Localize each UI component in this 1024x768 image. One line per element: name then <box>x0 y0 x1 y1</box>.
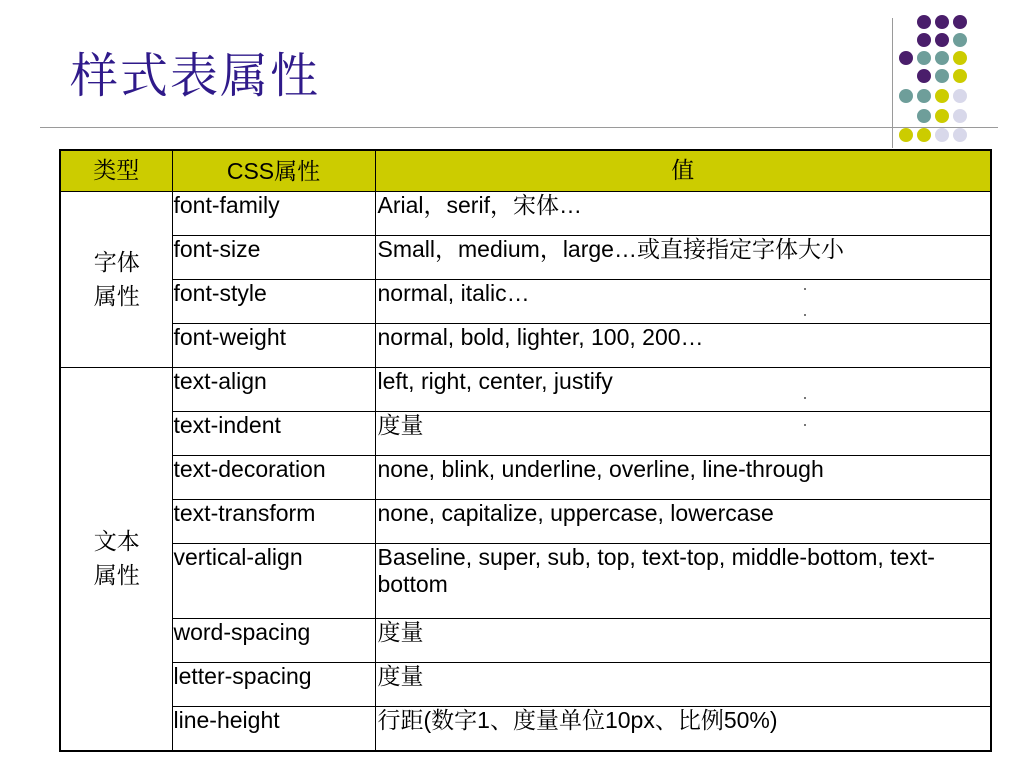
value-cell: Arial，serif，宋体… <box>375 192 991 236</box>
table-row <box>60 280 991 324</box>
decorative-dot <box>899 128 913 142</box>
value-cell: 行距(数字1、度量单位10px、比例50%) <box>375 707 991 752</box>
title-divider-horizontal <box>40 127 998 128</box>
category-font-properties <box>60 192 172 368</box>
value-cell: none, capitalize, uppercase, lowercase <box>375 500 991 544</box>
table-row <box>60 236 991 280</box>
property-cell: font-family <box>172 192 375 236</box>
property-cell: text-indent <box>172 412 375 456</box>
property-cell: letter-spacing <box>172 663 375 707</box>
stray-tick-mark <box>804 424 806 426</box>
property-cell: text-align <box>172 368 375 412</box>
stray-tick-mark <box>804 397 806 399</box>
header-type: 类型 <box>60 150 172 192</box>
value-cell: 度量 <box>375 619 991 663</box>
table-header-row <box>60 150 991 192</box>
decorative-dot <box>917 89 931 103</box>
decorative-dot <box>917 51 931 65</box>
category-text-properties <box>60 368 172 752</box>
table-row <box>60 192 991 236</box>
table-row <box>60 324 991 368</box>
value-cell: 度量 <box>375 412 991 456</box>
decorative-dot <box>953 51 967 65</box>
header-value: 值 <box>375 150 991 192</box>
slide-title: 样式表属性 <box>70 48 321 104</box>
decorative-dot <box>953 89 967 103</box>
title-divider-vertical <box>892 18 893 148</box>
value-cell: left, right, center, justify <box>375 368 991 412</box>
category-label: 文本 属性 <box>93 529 140 589</box>
decorative-dot <box>935 69 949 83</box>
decorative-dot <box>917 33 931 47</box>
table-row <box>60 707 991 752</box>
stray-tick-mark <box>804 314 806 316</box>
value-cell: 度量 <box>375 663 991 707</box>
value-cell: Baseline, super, sub, top, text-top, middle-bottom, text-bottom <box>375 544 991 619</box>
stray-tick-mark <box>804 288 806 290</box>
table-row <box>60 619 991 663</box>
value-cell: Small，medium，large…或直接指定字体大小 <box>375 236 991 280</box>
decorative-dot <box>953 109 967 123</box>
table-row <box>60 500 991 544</box>
decorative-dot <box>935 33 949 47</box>
table-row <box>60 412 991 456</box>
property-cell: font-style <box>172 280 375 324</box>
property-cell: text-transform <box>172 500 375 544</box>
table-row <box>60 544 991 619</box>
property-cell: text-decoration <box>172 456 375 500</box>
decorative-dot <box>899 89 913 103</box>
decorative-dot <box>953 69 967 83</box>
category-label: 字体 属性 <box>93 249 140 310</box>
value-cell: normal, italic… <box>375 280 991 324</box>
decorative-dot <box>935 15 949 29</box>
value-cell: normal, bold, lighter, 100, 200… <box>375 324 991 368</box>
header-css-property: CSS属性 <box>172 150 375 192</box>
decorative-dot <box>935 51 949 65</box>
table-row <box>60 663 991 707</box>
property-cell: line-height <box>172 707 375 752</box>
property-cell: font-size <box>172 236 375 280</box>
decorative-dot <box>917 128 931 142</box>
value-cell: none, blink, underline, overline, line-through <box>375 456 991 500</box>
property-cell: font-weight <box>172 324 375 368</box>
table-row <box>60 368 991 412</box>
decorative-dot <box>935 109 949 123</box>
decorative-dot <box>953 128 967 142</box>
css-properties-table <box>59 149 992 752</box>
decorative-dot <box>953 15 967 29</box>
table-row <box>60 456 991 500</box>
decorative-dot <box>917 109 931 123</box>
property-cell: word-spacing <box>172 619 375 663</box>
decorative-dot <box>953 33 967 47</box>
decorative-dot <box>917 69 931 83</box>
property-cell: vertical-align <box>172 544 375 619</box>
decorative-dot <box>917 15 931 29</box>
decorative-dot <box>899 51 913 65</box>
decorative-dot <box>935 128 949 142</box>
decorative-dot <box>935 89 949 103</box>
